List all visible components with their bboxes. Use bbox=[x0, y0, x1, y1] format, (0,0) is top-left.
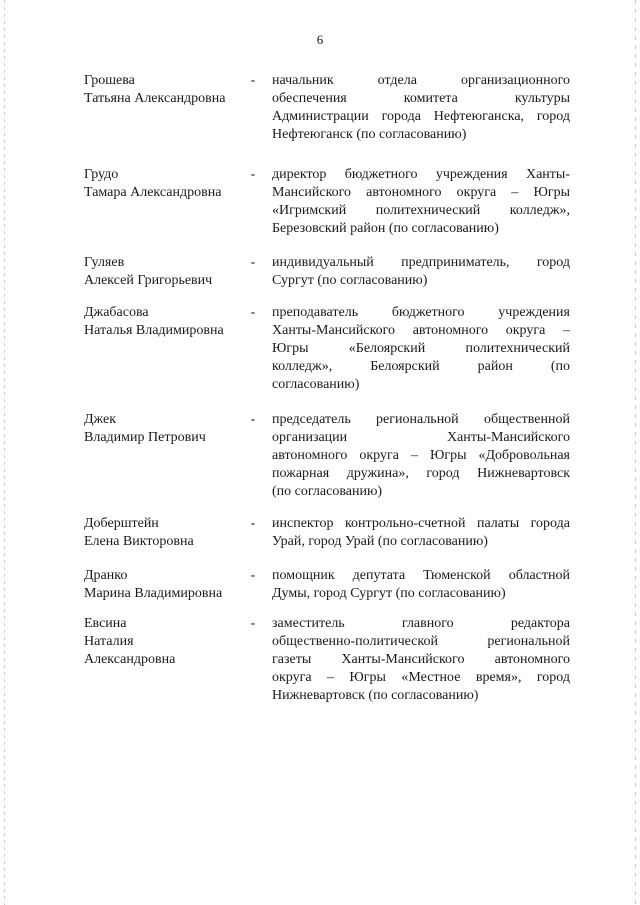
member-entry bbox=[84, 411, 574, 515]
member-entry bbox=[84, 515, 574, 567]
member-position bbox=[272, 166, 570, 238]
member-position bbox=[272, 411, 570, 501]
member-name-line: Александровна bbox=[84, 652, 176, 667]
member-entry bbox=[84, 166, 574, 254]
member-name bbox=[84, 615, 249, 669]
member-position-line: Югры «Белоярский политехнический bbox=[272, 341, 570, 356]
member-position-line: председатель региональной общественной bbox=[272, 412, 570, 427]
member-position bbox=[272, 567, 570, 603]
member-position bbox=[272, 515, 570, 551]
entry-dash: - bbox=[250, 616, 256, 631]
member-position-line: Мансийского автономного округа – Югры bbox=[272, 185, 570, 200]
member-position-line: округа – Югры «Местное время», город bbox=[272, 670, 570, 685]
member-name bbox=[84, 304, 249, 340]
entry-dash: - bbox=[250, 516, 256, 531]
member-position-line: директор бюджетного учреждения Ханты- bbox=[272, 167, 570, 182]
member-position-line: колледж», Белоярский район (по bbox=[272, 359, 570, 374]
entry-dash: - bbox=[250, 255, 256, 270]
entry-dash: - bbox=[250, 568, 256, 583]
member-position-line: Ханты-Мансийского автономного округа – bbox=[272, 323, 570, 338]
member-name bbox=[84, 166, 249, 202]
member-position-line: обеспечения комитета культуры bbox=[272, 91, 570, 106]
member-position-line: автономного округа – Югры «Добровольная bbox=[272, 448, 570, 463]
member-position-line: пожарная дружина», город Нижневартовск bbox=[272, 466, 570, 481]
member-position-line: организации Ханты-Мансийского bbox=[272, 430, 570, 445]
member-name-line: Татьяна Александровна bbox=[84, 91, 226, 106]
scan-edge-left bbox=[4, 0, 5, 905]
member-name bbox=[84, 515, 249, 551]
member-position-line: преподаватель бюджетного учреждения bbox=[272, 305, 570, 320]
member-name-line: Наталия bbox=[84, 634, 134, 649]
member-name-line: Дранко bbox=[84, 568, 128, 583]
member-position bbox=[272, 72, 570, 144]
scan-edge-right bbox=[635, 0, 636, 905]
member-entry bbox=[84, 304, 574, 411]
entry-dash: - bbox=[250, 73, 256, 88]
member-name-line: Джек bbox=[84, 412, 117, 427]
member-name bbox=[84, 567, 249, 603]
member-entry bbox=[84, 72, 574, 166]
member-name-line: Алексей Григорьевич bbox=[84, 273, 213, 288]
member-position-line: Сургут (по согласованию) bbox=[272, 273, 428, 288]
member-name bbox=[84, 254, 249, 290]
member-position-line: начальник отдела организационного bbox=[272, 73, 570, 88]
member-position bbox=[272, 304, 570, 394]
member-name-line: Тамара Александровна bbox=[84, 185, 222, 200]
member-position-line: Нефтеюганск (по согласованию) bbox=[272, 127, 467, 142]
member-name-line: Елена Викторовна bbox=[84, 534, 194, 549]
member-name-line: Грошева bbox=[84, 73, 135, 88]
member-name-line: Грудо bbox=[84, 167, 119, 182]
member-position-line: Урай, город Урай (по согласованию) bbox=[272, 534, 488, 549]
member-position-line: инспектор контрольно-счетной палаты города bbox=[272, 516, 570, 531]
member-list bbox=[84, 72, 574, 715]
member-entry bbox=[84, 615, 574, 715]
member-position-line: Березовский район (по согласованию) bbox=[272, 221, 499, 236]
member-name-line: Владимир Петрович bbox=[84, 430, 206, 445]
page-number: 6 bbox=[316, 32, 324, 47]
member-name-line: Евсина bbox=[84, 616, 127, 631]
member-position-line: Нижневартовск (по согласованию) bbox=[272, 688, 479, 703]
member-position-line: «Игримский политехнический колледж», bbox=[272, 203, 570, 218]
member-name-line: Доберштейн bbox=[84, 516, 159, 531]
member-position-line: Администрации города Нефтеюганска, город bbox=[272, 109, 570, 124]
entry-dash: - bbox=[250, 412, 256, 427]
member-position bbox=[272, 615, 570, 705]
member-name bbox=[84, 72, 249, 108]
member-entry bbox=[84, 567, 574, 615]
entry-dash: - bbox=[250, 305, 256, 320]
member-position bbox=[272, 254, 570, 290]
member-position-line: (по согласованию) bbox=[272, 484, 383, 499]
member-position-line: заместитель главного редактора bbox=[272, 616, 570, 631]
member-position-line: индивидуальный предприниматель, город bbox=[272, 255, 570, 270]
member-name-line: Джабасова bbox=[84, 305, 149, 320]
member-position-line: согласованию) bbox=[272, 377, 360, 392]
entry-dash: - bbox=[250, 167, 256, 182]
member-position-line: общественно-политической региональной bbox=[272, 634, 570, 649]
member-position-line: Думы, город Сургут (по согласованию) bbox=[272, 586, 506, 601]
member-name-line: Марина Владимировна bbox=[84, 586, 223, 601]
member-entry bbox=[84, 254, 574, 304]
member-name bbox=[84, 411, 249, 447]
member-position-line: газеты Ханты-Мансийского автономного bbox=[272, 652, 570, 667]
member-name-line: Гуляев bbox=[84, 255, 125, 270]
member-name-line: Наталья Владимировна bbox=[84, 323, 224, 338]
member-position-line: помощник депутата Тюменской областной bbox=[272, 568, 570, 583]
